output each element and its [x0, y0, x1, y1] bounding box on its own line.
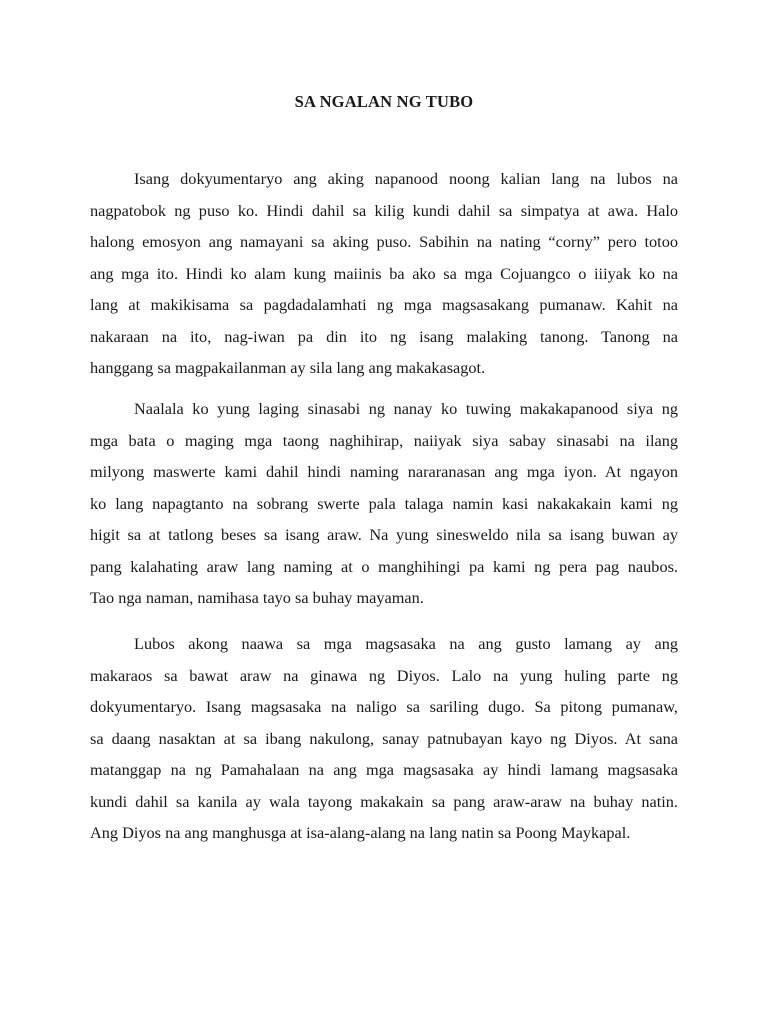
paragraph-line: pang kalahating araw lang naming at o manghihingi pa kami ng pera pag naubos.	[90, 556, 678, 576]
paragraph-line: ko lang napagtanto na sobrang swerte pala talaga namin kasi nakakakain kami ng	[90, 493, 678, 513]
document-title: SA NGALAN NG TUBO	[294, 92, 474, 111]
paragraph-line: sa daang nasaktan at sa ibang nakulong, sanay patnubayan kayo ng Diyos. At sana	[90, 728, 678, 748]
paragraph-line: halong emosyon ang namayani sa aking puso. Sabihin na nating “corny” pero totoo	[90, 232, 678, 251]
paragraph-line: milyong maswerte kami dahil hindi naming nararanasan ang mga iyon. At ngayon	[90, 462, 678, 481]
paragraph-line: makaraos sa bawat araw na ginawa ng Diyos. Lalo na yung huling parte ng	[90, 665, 678, 685]
paragraph-line: higit sa at tatlong beses sa isang araw. Na yung sineswe​ldo nila sa isang buwan ay	[90, 525, 678, 544]
paragraph-line: nakaraan na ito, nag-iwan pa din ito ng isang malaking tanong. Tanong na	[90, 326, 678, 346]
paragraph-line: lang at makikisama sa pagdadalamhati ng mga magsasakang pumanaw. Kahit na	[90, 295, 678, 314]
paragraph-2	[90, 393, 678, 614]
paragraph-line: ang mga ito. Hindi ko alam kung maiinis ba ako sa mga Cojuangco o iiiyak ko na	[90, 263, 678, 283]
paragraph-line: hanggang sa magpakailanman ay sila lang ang makakasagot.	[90, 358, 486, 377]
paragraph-line: Tao nga naman, namihasa tayo sa buhay mayaman.	[90, 588, 424, 607]
paragraph-line: kundi dahil sa kanila ay wala tayong makakain sa pang araw-araw na buhay natin.	[90, 791, 678, 811]
paragraph-line: Naalala ko yung laging sinasabi ng nanay ko tuwing makakapanood siya ng	[134, 399, 678, 418]
paragraph-line: dokyumentaryo. Isang magsasaka na naligo sa sariling dugo. Sa pitong pumanaw,	[90, 697, 678, 716]
paragraph-line: Lubos akong naawa sa mga magsasaka na ang gusto lamang ay ang	[134, 634, 678, 653]
paragraph-line: Isang dokyumentaryo ang aking napanood noong kalian lang na lubos na	[134, 169, 678, 188]
paragraph-line: mga bata o maging mga taong naghihirap, naiiyak siya sabay sinasabi na ilang	[90, 430, 678, 450]
paragraph-line: nagpatobok ng puso ko. Hindi dahil sa kilig kundi dahil sa simpatya at awa. Halo	[90, 200, 678, 220]
paragraph-3	[90, 628, 678, 849]
paragraph-line: Ang Diyos na ang manghusga at isa-alang-alang na lang natin sa Poong Maykapal.	[90, 823, 631, 842]
paragraph-line: matanggap na ng Pamahalaan na ang mga magsasaka ay hindi lamang magsasaka	[90, 760, 678, 779]
paragraph-1	[90, 163, 678, 384]
